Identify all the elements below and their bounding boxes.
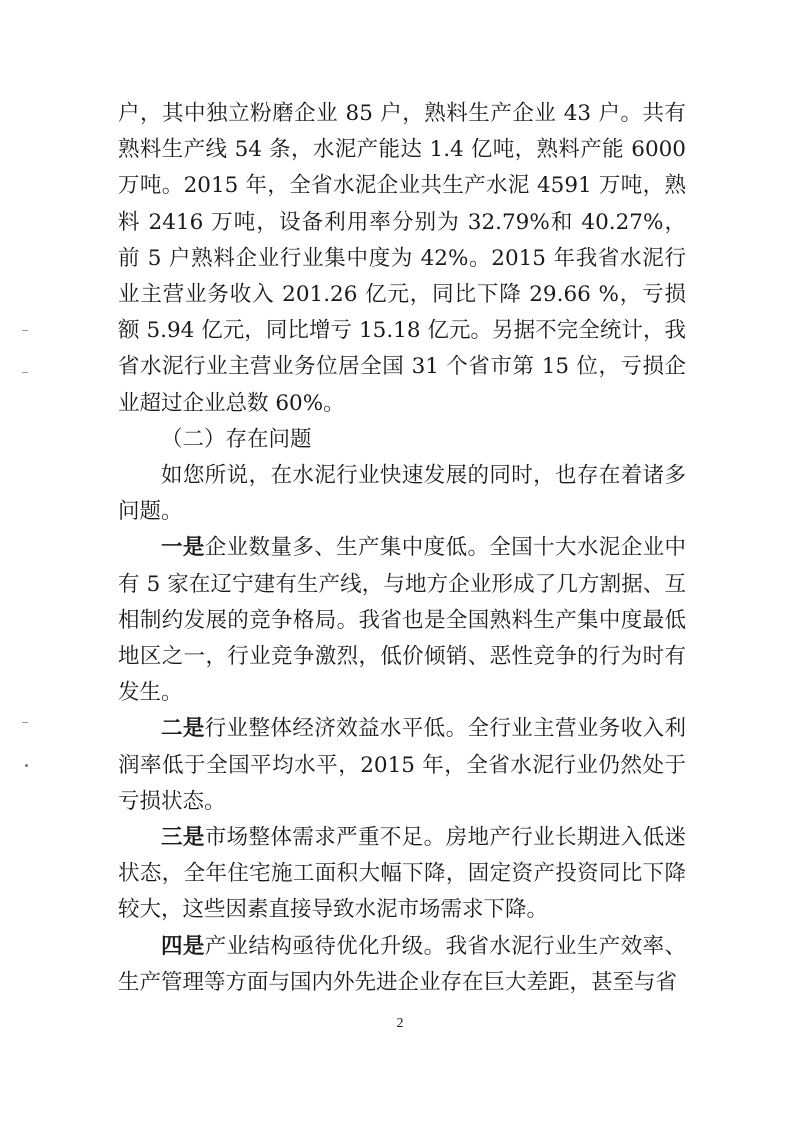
margin-mark: [22, 722, 28, 723]
point-1-lead: 一是: [161, 535, 205, 561]
point-2-lead: 二是: [161, 716, 205, 742]
margin-mark: [22, 330, 28, 331]
paragraph-point-1: [118, 530, 686, 711]
section-heading: （二）存在问题: [161, 426, 312, 452]
point-2-text: 行业整体经济效益水平低。全行业主营业务收入利润率低于全国平均水平，2015 年，全省水泥行业仍然处于亏损状态。: [118, 716, 686, 814]
point-3-text: 市场整体需求严重不足。房地产行业长期进入低迷状态，全年住宅施工面积大幅下降，固定资产投资同比下降较大，这些因素直接导致水泥市场需求下降。: [118, 825, 686, 923]
margin-mark: [22, 372, 28, 373]
page-number: 2: [396, 1016, 404, 1031]
document-body: [118, 96, 686, 1001]
point-4-text: 产业结构亟待优化升级。我省水泥行业生产效率、生产管理等方面与国内外先进企业存在巨大差距，甚至与省: [118, 933, 686, 995]
paragraph-intro: 如您所说，在水泥行业快速发展的同时，也存在着诸多问题。: [118, 463, 686, 525]
margin-dot: [25, 764, 28, 767]
point-3-lead: 三是: [161, 825, 205, 851]
paragraph-continuation: 户，其中独立粉磨企业 85 户，熟料生产企业 43 户。共有熟料生产线 54 条，水泥产能达 1.4 亿吨，熟料产能 6000 万吨。2015 年，全省水泥企业共生产水泥 4591 万吨，熟料 2416 万吨，设备利用率分别为 32.79%和 40.27%，前 5 户熟料企业行业集中度为 42%。2015 年我省水泥行业主营业务收入 201.26 亿元，同比下降 29.66 %，亏损额 5.94 亿元，同比增亏 15.18 亿元。另据不完全统计，我省水泥行业主营业务位居全国 31 个省市第 15 位，亏损企业超过企业总数 60%。: [118, 101, 686, 416]
paragraph-point-3: [118, 820, 686, 929]
point-1-text: 企业数量多、生产集中度低。全国十大水泥企业中有 5 家在辽宁建有生产线，与地方企业形成了几方割据、互相制约发展的竞争格局。我省也是全国熟料生产集中度最低地区之一，行业竞争激烈，低价倾销、恶性竞争的行为时有发生。: [118, 535, 686, 706]
paragraph-point-4: [118, 929, 686, 1001]
paragraph-point-2: [118, 711, 686, 820]
point-4-lead: 四是: [161, 933, 205, 959]
